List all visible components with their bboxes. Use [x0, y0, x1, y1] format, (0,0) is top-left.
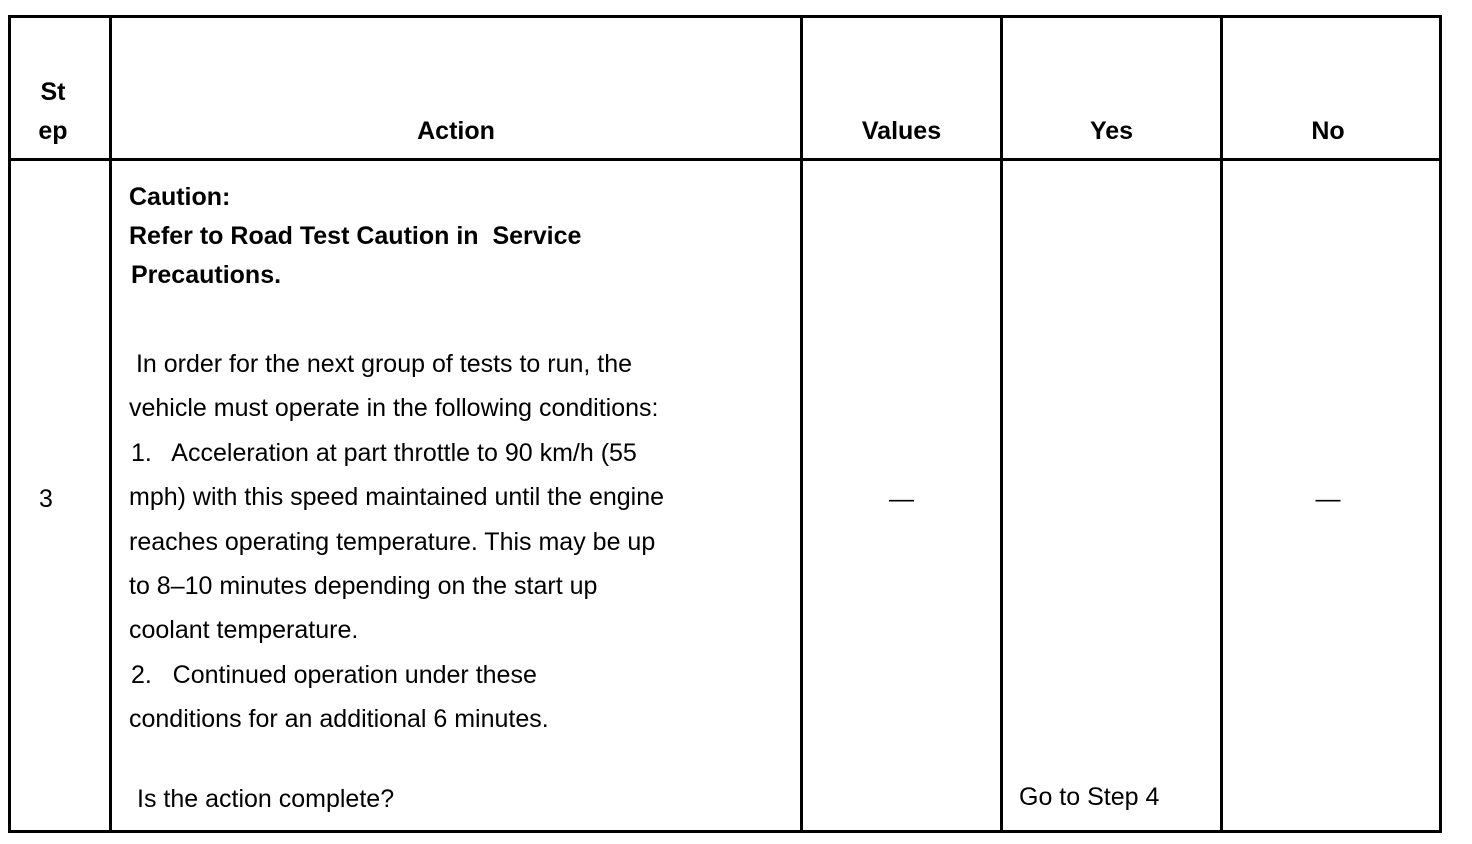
- header-divider: [11, 158, 1439, 161]
- header-values: Values: [861, 117, 942, 145]
- caution-line: Precautions.: [131, 261, 282, 289]
- instruction-line: vehicle must operate in the following conditions:: [129, 394, 659, 423]
- instruction-line: reaches operating temperature. This may be up: [129, 527, 656, 556]
- instruction-line: 2. Continued operation under these: [131, 660, 537, 689]
- header-step-line1: St: [40, 78, 66, 106]
- header-no: No: [1311, 117, 1345, 145]
- instruction-line: 1. Acceleration at part throttle to 90 km/h (55: [131, 438, 637, 467]
- action-cell: [129, 178, 729, 813]
- row-values: —: [889, 485, 914, 513]
- action-question: Is the action complete?: [137, 785, 395, 813]
- header-step: [11, 73, 95, 151]
- instruction-line: mph) with this speed maintained until the engine: [129, 483, 665, 512]
- diagnostic-table: [8, 15, 1442, 833]
- row-yes: Go to Step 4: [1019, 783, 1160, 811]
- header-yes: Yes: [1089, 117, 1134, 145]
- caution-block: [129, 178, 729, 295]
- row-step-number: 3: [39, 485, 53, 513]
- instruction-line: coolant temperature.: [129, 616, 359, 645]
- caution-title: Caution:: [129, 183, 231, 211]
- instruction-line: In order for the next group of tests to run, the: [129, 350, 633, 378]
- row-no: —: [1315, 485, 1341, 513]
- caution-line: Refer to Road Test Caution in Service: [129, 222, 582, 250]
- instruction-line: conditions for an additional 6 minutes.: [129, 705, 549, 734]
- header-action: Action: [417, 117, 495, 145]
- header-step-line2: ep: [38, 117, 68, 145]
- instruction-line: to 8–10 minutes depending on the start up: [129, 572, 598, 601]
- action-instructions: [129, 342, 729, 742]
